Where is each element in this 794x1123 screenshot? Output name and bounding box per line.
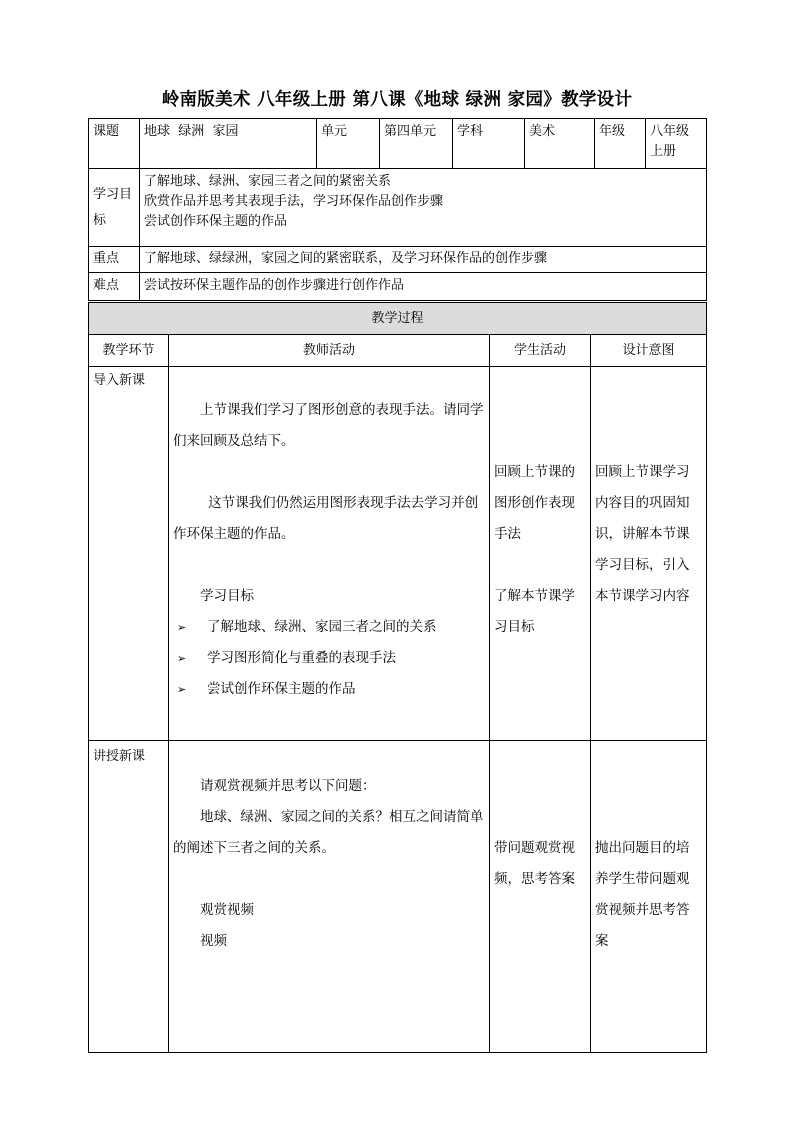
teacher-paragraph: 地球、绿洲、家园之间的关系？相互之间请简单的阐述下三者之间的关系。 [173, 809, 484, 856]
bullet-arrow-icon: ➢ [177, 652, 187, 665]
teacher-line: 视频 [200, 933, 227, 949]
subject-label: 学科 [457, 124, 484, 139]
grade-value-cell [646, 119, 707, 169]
list-item: ➢ 学习图形简化与重叠的表现手法 [173, 643, 485, 674]
table-row [89, 741, 707, 1053]
teacher-line: 观赏视频 [200, 902, 254, 918]
teacher-activity-cell [169, 367, 490, 741]
unit-value: 第四单元 [384, 124, 437, 139]
column-header [89, 335, 169, 367]
bullet-arrow-icon: ➢ [177, 621, 187, 634]
subject-label-cell [453, 119, 525, 169]
column-header-student: 学生活动 [513, 342, 566, 358]
topic-value-cell [140, 119, 317, 169]
objectives-cell [140, 169, 707, 247]
design-intent-cell [591, 741, 707, 1053]
teaching-process-table [88, 302, 707, 1053]
column-header [169, 335, 490, 367]
stage-label: 导入新课 [93, 373, 146, 388]
student-activity-cell [490, 741, 591, 1053]
design-intent-cell [591, 367, 707, 741]
key-point-cell [140, 247, 707, 273]
difficulty-label: 难点 [93, 278, 120, 293]
grade-value: 八年级上册 [650, 124, 690, 159]
topic-label: 课题 [93, 124, 120, 139]
column-header [490, 335, 591, 367]
student-activity: 回顾上节课的图形创作表现手法 [494, 464, 575, 542]
student-activity: 了解本节课学习目标 [494, 588, 575, 635]
objective-item: 尝试创作环保主题的作品 [144, 214, 288, 229]
difficulty-cell [140, 273, 707, 301]
document-title: 岭南版美术 八年级上册 第八课《地球 绿洲 家园》教学设计 [161, 90, 633, 110]
design-intent: 抛出问题目的培养学生带问题观赏视频并思考答案 [595, 840, 690, 949]
topic-value: 地球 绿洲 家园 [144, 124, 239, 139]
teacher-paragraph: 请观赏视频并思考以下问题： [200, 778, 376, 794]
topic-label-cell [89, 119, 140, 169]
unit-label-cell [317, 119, 380, 169]
design-intent: 回顾上节课学习内容目的巩固知识，讲解本节课学习目标，引入本节课学习内容 [595, 464, 690, 604]
list-item: ➢ 尝试创作环保主题的作品 [173, 674, 485, 705]
teacher-paragraph: 上节课我们学习了图形创意的表现手法。请同学们来回顾及总结下。 [173, 402, 484, 449]
objectives-label: 学习目标 [93, 186, 133, 228]
unit-value-cell [380, 119, 453, 169]
column-header-stage: 教学环节 [102, 342, 155, 358]
difficulty-value: 尝试按环保主题作品的创作步骤进行创作作品 [144, 278, 405, 293]
lesson-info-table [88, 118, 707, 301]
objectives-label-cell [89, 169, 140, 247]
difficulty-label-cell [89, 273, 140, 301]
goal-title: 学习目标 [200, 588, 254, 604]
stage-label: 讲授新课 [93, 749, 146, 764]
stage-cell [89, 367, 169, 741]
objective-item: 欣赏作品并思考其表现手法，学习环保作品创作步骤 [144, 194, 444, 209]
subject-value-cell [525, 119, 595, 169]
column-header-teacher: 教师活动 [302, 342, 355, 358]
table-row [89, 367, 707, 741]
student-activity-cell [490, 367, 591, 741]
process-heading-cell [89, 303, 707, 335]
process-heading: 教学过程 [371, 310, 424, 326]
teacher-paragraph: 这节课我们仍然运用图形表现手法去学习并创作环保主题的作品。 [173, 495, 479, 542]
bullet-arrow-icon: ➢ [177, 683, 187, 696]
list-item: ➢ 了解地球、绿洲、家园三者之间的关系 [173, 612, 485, 643]
objective-item: 了解地球、绿洲、家园三者之间的紧密关系 [144, 174, 392, 189]
unit-label: 单元 [321, 124, 348, 139]
column-header-intent: 设计意图 [622, 342, 675, 358]
grade-label: 年级 [599, 124, 626, 139]
stage-cell [89, 741, 169, 1053]
key-point-label-cell [89, 247, 140, 273]
key-point-value: 了解地球、绿绿洲，家园之间的紧密联系，及学习环保作品的创作步骤 [144, 251, 548, 266]
column-header [591, 335, 707, 367]
subject-value: 美术 [529, 124, 556, 139]
key-point-label: 重点 [93, 251, 120, 266]
student-activity: 带问题观赏视频，思考答案 [494, 840, 575, 887]
teacher-activity-cell [169, 741, 490, 1053]
grade-label-cell [595, 119, 646, 169]
